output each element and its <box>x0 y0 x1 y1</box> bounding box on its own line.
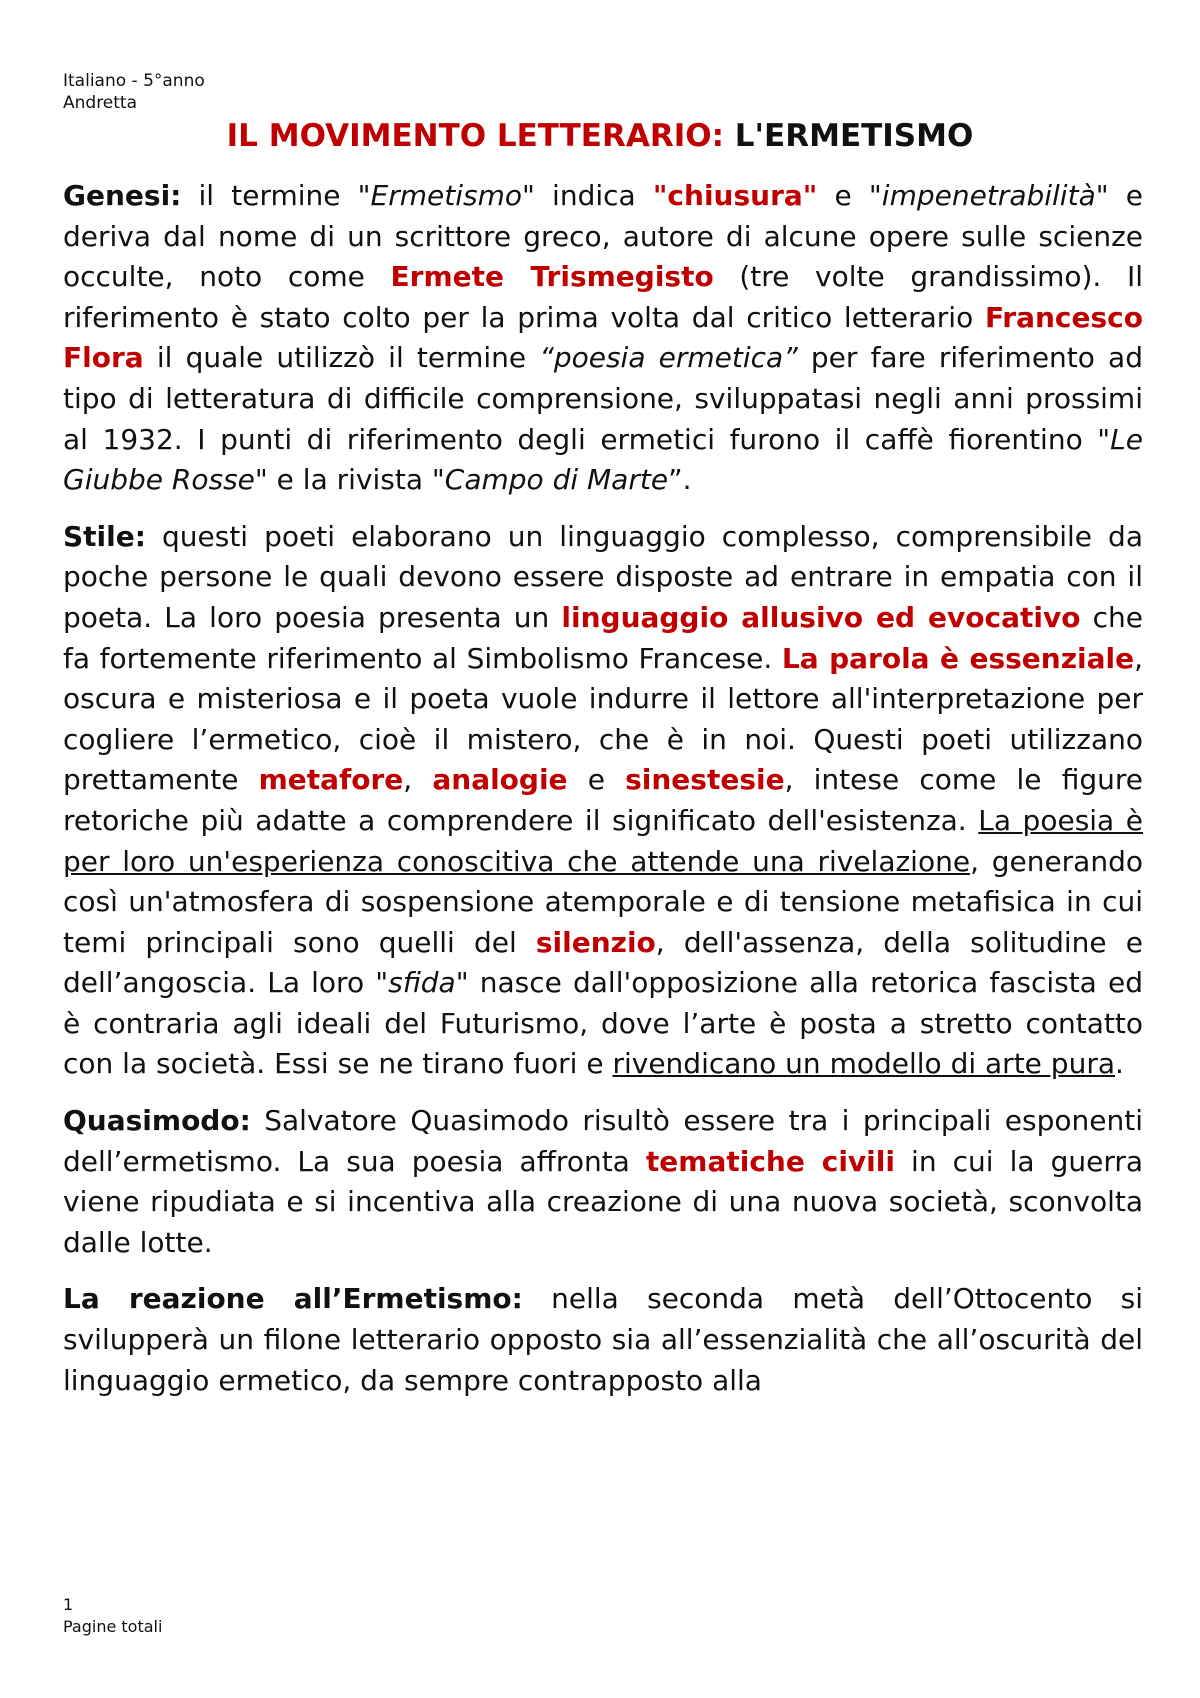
italic-run: impenetrabilità <box>881 179 1096 212</box>
italic-run: “poesia ermetica” <box>539 341 798 375</box>
text-run: il quale utilizzò il termine <box>143 341 540 375</box>
underline-run: rivendicano un modello di arte pura <box>612 1047 1115 1081</box>
paragraph-genesi <box>63 176 1143 501</box>
quasimodo-label: Quasimodo: <box>63 1104 251 1138</box>
paragraph-stile <box>63 517 1143 1085</box>
text-run: " e deriva dal nome di un scrittore greco, autore di alcune opere sulle scienze occulte, noto come <box>63 179 1143 294</box>
text-run: . <box>1115 1047 1124 1081</box>
text-run: Salvatore Quasimodo risultò essere tra i principali esponenti dell’ermetismo. La sua poesia affronta <box>63 1104 1143 1178</box>
highlight-parola: La parola è essenziale <box>781 641 1135 675</box>
document-header <box>63 70 205 114</box>
text-run: " nasce dall'opposizione alla retorica fascista ed è contraria agli ideali del Futurismo, dove l’arte è posta a stretto contatto con la società. Essi se ne tirano fuori e <box>63 966 1143 1081</box>
text-run: , dell'assenza, della solitudine e dell’angoscia. La loro " <box>63 925 1143 1000</box>
text-run: che fa fortemente riferimento al Simbolismo Francese. <box>63 600 1143 675</box>
text-run: e <box>567 763 626 797</box>
reazione-label: La reazione all’Ermetismo: <box>63 1282 523 1316</box>
text-run: questi poeti elaborano un linguaggio complesso, comprensibile da poche persone le quali devono essere disposte ad entrare in empatia con il poeta. La loro poesia presenta un <box>63 519 1143 634</box>
document-footer <box>63 1594 162 1638</box>
paragraph-quasimodo <box>63 1101 1143 1263</box>
text-run: , oscura e misteriosa e il poeta vuole indurre il lettore all'interpretazione per cogliere l’ermetico, cioè il mistero, che è in noi. Questi poeti utilizzano prettamente <box>63 641 1143 797</box>
text-run: per fare riferimento ad tipo di letteratura di difficile comprensione, sviluppatasi negli anni prossimi al 1932. I punti di riferimento degli ermetici furono il caffè fiorentino " <box>63 341 1143 456</box>
text-run: ”. <box>668 463 692 497</box>
text-run: , generando così un'atmosfera di sospensione atemporale e di tensione metafisica in cui temi principali sono quelli del <box>63 844 1143 959</box>
italic-run: Le Giubbe Rosse <box>63 422 1143 497</box>
highlight-silenzio: silenzio <box>535 925 656 959</box>
text-run: il termine " <box>181 179 371 212</box>
highlight-chiusura: "chiusura" <box>652 179 818 212</box>
document-body <box>63 176 1143 1417</box>
pages-label: Pagine totali <box>63 1617 163 1636</box>
highlight-analogie: analogie <box>432 763 568 797</box>
text-run: in cui la guerra viene ripudiata e si incentiva alla creazione di una nuova società, sconvolta dalle lotte. <box>63 1144 1144 1259</box>
text-run: " e la rivista " <box>254 463 445 497</box>
title-red-part: IL MOVIMENTO LETTERARIO: <box>226 118 725 154</box>
paragraph-reazione <box>63 1279 1143 1401</box>
highlight-sinestesie: sinestesie <box>625 763 785 797</box>
genesi-label: Genesi: <box>63 179 182 212</box>
underline-run: La poesia è per loro un'esperienza conoscitiva che attende una rivelazione <box>63 803 1143 878</box>
text-run: nella seconda metà dell’Ottocento si svilupperà un filone letterario opposto sia all’essenzialità che all’oscurità del linguaggio ermetico, da sempre contrapposto alla <box>63 1282 1143 1397</box>
italic-run: sfida <box>388 966 456 1000</box>
stile-label: Stile: <box>63 519 146 553</box>
text-run: , intese come le figure retoriche più adatte a comprendere il significato dell'esistenza. <box>63 763 1143 837</box>
title-black-part: L'ERMETISMO <box>724 118 974 154</box>
text-run: , <box>403 763 433 797</box>
highlight-ermete: Ermete Trismegisto <box>390 260 714 294</box>
text-run: e " <box>817 179 882 212</box>
highlight-flora: Francesco Flora <box>63 300 1143 375</box>
highlight-linguaggio: linguaggio allusivo ed evocativo <box>561 600 1081 634</box>
document-title <box>0 116 1200 156</box>
header-author: Andretta <box>63 93 138 113</box>
text-run: (tre volte grandissimo). Il riferimento è stato colto per la prima volta dal critico letterario <box>63 260 1143 334</box>
italic-run: Campo di Marte <box>444 463 669 497</box>
header-subject: Italiano - 5°anno <box>63 71 205 91</box>
text-run: " indica <box>522 179 653 212</box>
page-number: 1 <box>63 1595 74 1614</box>
highlight-metafore: metafore <box>258 763 404 797</box>
highlight-tematiche: tematiche civili <box>645 1144 895 1178</box>
italic-run: Ermetismo <box>370 179 522 212</box>
